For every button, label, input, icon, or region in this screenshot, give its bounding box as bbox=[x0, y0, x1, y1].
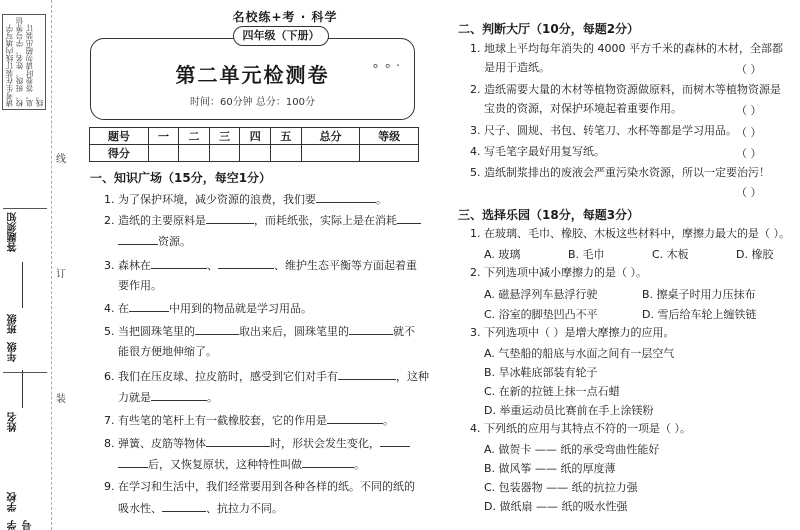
option-c[interactable]: C. 在新的拉链上抹一点石蜡 bbox=[484, 385, 620, 398]
question-line: 1. 地球上平均每年消失的 4000 平方千米的森林的木材，全部都 bbox=[470, 42, 783, 55]
question-line: 力就是 。 bbox=[118, 391, 218, 404]
answer-paren[interactable]: （ ） bbox=[736, 186, 762, 199]
field-label-name: 姓名 bbox=[8, 412, 19, 432]
divider bbox=[3, 372, 47, 373]
table-cell: 得分 bbox=[90, 145, 149, 162]
score-input-cell[interactable] bbox=[271, 145, 302, 162]
binding-mark: 装 bbox=[56, 394, 66, 405]
field-label-student-id: 学号 bbox=[8, 520, 34, 530]
table-cell: 等级 bbox=[360, 128, 419, 145]
answer-blank[interactable] bbox=[316, 192, 376, 203]
table-row bbox=[90, 145, 419, 162]
exam-title: 第二单元检测卷 bbox=[175, 63, 330, 87]
question-line: 吸水性、 、抗拉力不同。 bbox=[118, 502, 283, 515]
answer-blank[interactable] bbox=[118, 234, 158, 245]
question-line: 2. 造纸的主要原料是 ，而耗纸张，实际上是在消耗 bbox=[104, 213, 421, 228]
answer-blank[interactable] bbox=[118, 457, 148, 468]
question-line: 能很方便地伸缩了。 bbox=[118, 345, 217, 358]
answer-paren[interactable]: （ ） bbox=[736, 147, 762, 160]
answer-paren[interactable]: （ ） bbox=[736, 63, 762, 76]
binding-mark: 线 bbox=[56, 154, 66, 165]
answer-blank[interactable] bbox=[338, 369, 396, 380]
table-cell: 一 bbox=[148, 128, 179, 145]
question-line: 5. 当把圆珠笔里的 取出来后，圆珠笔里的 就不 bbox=[104, 325, 415, 338]
question-line: 2. 下列选项中减小摩擦力的是（ ）。 bbox=[470, 266, 647, 279]
question-line: 1. 在玻璃、毛巾、橡胶、木板这些材料中，摩擦力最大的是（ ）。 bbox=[470, 227, 790, 240]
answer-blank[interactable] bbox=[380, 436, 410, 447]
fill-line-name bbox=[22, 370, 23, 408]
question-line: 1. 为了保护环境，减少资源的浪费，我们要 。 bbox=[104, 193, 387, 206]
question-line: 要作用。 bbox=[118, 279, 162, 292]
score-input-cell[interactable] bbox=[301, 145, 360, 162]
question-line: 3. 森林在 、 、维护生态平衡等方面起着重 bbox=[104, 259, 417, 272]
table-cell: 总分 bbox=[301, 128, 360, 145]
score-table bbox=[89, 127, 419, 162]
question-line: 8. 弹簧、皮筋等物体 时，形状会发生变化， bbox=[104, 436, 410, 451]
question-line: 9. 在学习和生活中，我们经常要用到各种各样的纸。不同的纸的 bbox=[104, 480, 415, 493]
series-brand: 名校练+考 · 科学 bbox=[232, 10, 338, 24]
option-c[interactable]: C. 包装器物 —— 纸的抗拉力强 bbox=[484, 481, 638, 494]
answer-blank[interactable] bbox=[195, 324, 239, 335]
question-line: 资源。 bbox=[118, 234, 191, 249]
field-label-instructions: 答题须知 bbox=[8, 212, 19, 252]
answer-blank[interactable] bbox=[302, 457, 354, 468]
question-line: 2. 造纸需要大量的木材等植物资源做原料，而树木等植物资源是 bbox=[470, 83, 781, 96]
answer-blank[interactable] bbox=[162, 501, 206, 512]
option-d[interactable]: D. 做纸扇 —— 纸的吸水性强 bbox=[484, 500, 628, 513]
option-d[interactable]: D. 举重运动员比赛前在手上涂镁粉 bbox=[484, 404, 654, 417]
option-a[interactable]: A. 做贺卡 —— 纸的承受弯曲性能好 bbox=[484, 443, 660, 456]
question-line: 7. 有些笔的笔杆上有一截橡胶套，它的作用是 。 bbox=[104, 414, 394, 427]
decoration-icon: ∘ ∘ · bbox=[371, 59, 400, 74]
question-line: 是用于造纸。 bbox=[484, 61, 550, 74]
section-heading: 三、选择乐园（18分，每题3分） bbox=[458, 208, 640, 222]
option-d[interactable]: D. 雪后给车轮上缠铁链 bbox=[642, 308, 757, 321]
section-heading: 二、判断大厅（10分，每题2分） bbox=[458, 22, 640, 36]
answer-blank[interactable] bbox=[151, 390, 207, 401]
binding-mark: 订 bbox=[56, 269, 66, 280]
answer-blank[interactable] bbox=[206, 436, 270, 447]
score-input-cell[interactable] bbox=[179, 145, 210, 162]
answer-paren[interactable]: （ ） bbox=[736, 126, 762, 139]
exam-info: 时间：60分钟 总分：100分 bbox=[190, 97, 315, 108]
option-c[interactable]: C. 木板 bbox=[652, 248, 689, 261]
option-a[interactable]: A. 磁悬浮列车悬浮行驶 bbox=[484, 288, 598, 301]
divider bbox=[3, 208, 47, 209]
option-d[interactable]: D. 橡胶 bbox=[736, 248, 774, 261]
question-line: 6. 我们在压皮球、拉皮筋时，感受到它们对手有 ，这种 bbox=[104, 370, 429, 383]
answer-blank[interactable] bbox=[349, 324, 393, 335]
score-input-cell[interactable] bbox=[148, 145, 179, 162]
answer-blank[interactable] bbox=[129, 301, 169, 312]
option-b[interactable]: B. 毛巾 bbox=[568, 248, 605, 261]
answer-blank[interactable] bbox=[327, 413, 383, 424]
table-cell: 二 bbox=[179, 128, 210, 145]
question-line: 3. 尺子、圆规、书包、转笔刀、水杯等都是学习用品。 bbox=[470, 124, 737, 137]
question-line: 4. 下列纸的应用与其特点不符的一项是（ ）。 bbox=[470, 422, 691, 435]
option-a[interactable]: A. 气垫船的船底与水面之间有一层空气 bbox=[484, 347, 675, 360]
option-b[interactable]: B. 擦桌子时用力压抹布 bbox=[642, 288, 756, 301]
title-box bbox=[90, 38, 415, 120]
question-line: 3. 下列选项中（ ）是增大摩擦力的应用。 bbox=[470, 326, 675, 339]
answer-blank[interactable] bbox=[218, 258, 274, 269]
option-c[interactable]: C. 浴室的脚垫凹凸不平 bbox=[484, 308, 598, 321]
option-a[interactable]: A. 玻璃 bbox=[484, 248, 521, 261]
score-input-cell[interactable] bbox=[360, 145, 419, 162]
grade-badge: 四年级（下册） bbox=[233, 26, 329, 46]
answer-blank[interactable] bbox=[206, 213, 254, 224]
answer-paren[interactable]: （ ） bbox=[736, 104, 762, 117]
option-b[interactable]: B. 旱冰鞋底部装有轮子 bbox=[484, 366, 598, 379]
answer-blank[interactable] bbox=[151, 258, 207, 269]
question-line: 4. 在 中用到的物品就是学习用品。 bbox=[104, 302, 312, 315]
binding-notice: 请考生在装订线内填写学校、班级、姓名、学号等信息，答卷时请勿超出装订线。 bbox=[2, 14, 46, 110]
table-cell: 三 bbox=[209, 128, 240, 145]
table-row bbox=[90, 128, 419, 145]
option-b[interactable]: B. 做风筝 —— 纸的厚度薄 bbox=[484, 462, 616, 475]
binding-strip bbox=[0, 0, 52, 530]
table-cell: 四 bbox=[240, 128, 271, 145]
section-heading: 一、知识广场（15分，每空1分） bbox=[90, 171, 272, 185]
score-input-cell[interactable] bbox=[209, 145, 240, 162]
question-line: 4. 写毛笔字最好用复写纸。 bbox=[470, 145, 605, 158]
fill-line-class bbox=[22, 262, 23, 308]
table-cell: 题号 bbox=[90, 128, 149, 145]
score-input-cell[interactable] bbox=[240, 145, 271, 162]
answer-blank[interactable] bbox=[397, 213, 421, 224]
question-line: 5. 造纸制浆排出的废液会严重污染水资源，所以一定要治污！ bbox=[470, 166, 770, 179]
field-label-grade: 年级 bbox=[8, 342, 19, 362]
question-line: 后，又恢复原状，这种特性叫做 。 bbox=[118, 457, 365, 472]
table-cell: 五 bbox=[271, 128, 302, 145]
question-line: 宝贵的资源，对保护环境起着重要作用。 bbox=[484, 102, 682, 115]
field-label-class: 班级 bbox=[8, 314, 19, 334]
field-label-school: 学校 bbox=[8, 492, 19, 512]
